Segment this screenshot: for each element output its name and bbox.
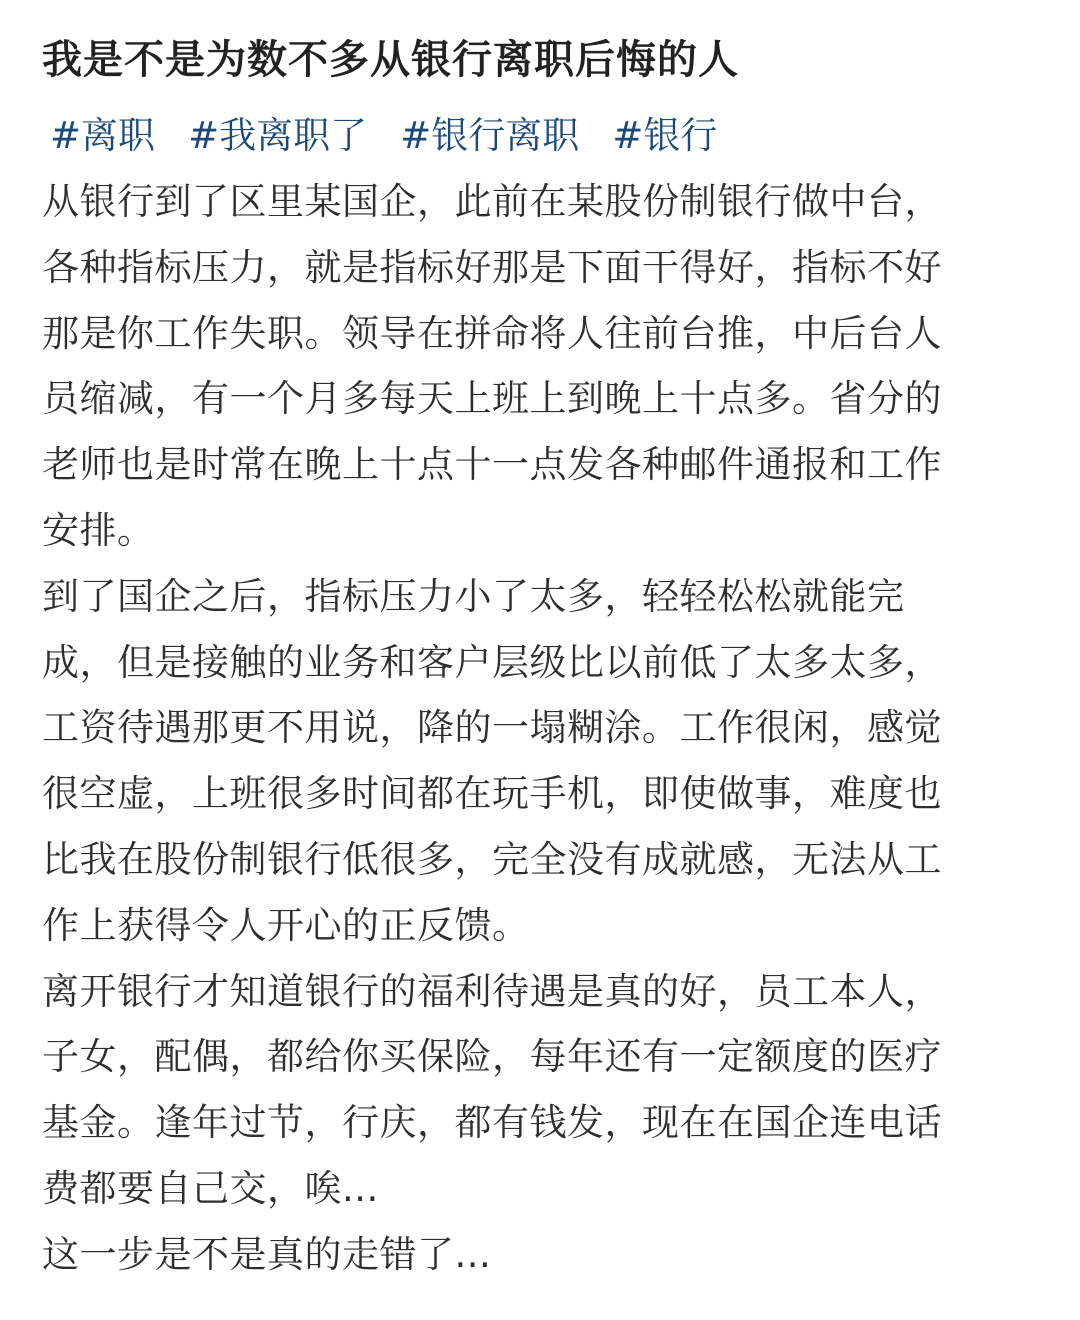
hashtag-link[interactable]: #银行离职 (400, 114, 580, 157)
hashtag-link[interactable]: #离职 (50, 114, 156, 157)
text-line: 费都要自己交，唉... (42, 1166, 379, 1210)
text-line: 从银行到了区里某国企，此前在某股份制银行做中台， (42, 180, 942, 223)
paragraph (42, 959, 1042, 1222)
text-line: 员缩减，有一个月多每天上班上到晚上十点多。省分的 (42, 377, 942, 421)
post-title: 我是不是为数不多从银行离职后悔的人 (42, 37, 739, 83)
text-line: 作上获得令人开心的正反馈。 (42, 903, 530, 947)
post-body (42, 169, 1042, 1288)
paragraph (42, 564, 1042, 959)
hashtag-link[interactable]: #银行 (612, 114, 718, 157)
hashtag-link[interactable]: #我离职了 (188, 114, 368, 157)
text-line: 比我在股份制银行低很多，完全没有成就感，无法从工 (42, 837, 942, 881)
post (42, 0, 1042, 1288)
text-line: 那是你工作失职。领导在拼命将人往前台推，中后台人 (42, 311, 942, 355)
text-line: 工资待遇那更不用说，降的一塌糊涂。工作很闲，感觉 (42, 706, 942, 750)
paragraph (42, 1222, 1042, 1288)
text-line: 离开银行才知道银行的福利待遇是真的好，员工本人， (42, 969, 942, 1013)
text-line: 很空虚，上班很多时间都在玩手机，即使做事，难度也 (42, 772, 942, 816)
text-line: 安排。 (42, 508, 155, 552)
text-line: 这一步是不是真的走错了... (42, 1232, 492, 1276)
text-line: 基金。逢年过节，行庆，都有钱发，现在在国企连电话 (42, 1101, 942, 1145)
text-line: 成，但是接触的业务和客户层级比以前低了太多太多， (42, 640, 942, 684)
text-line: 子女，配偶，都给你买保险，每年还有一定额度的医疗 (42, 1035, 942, 1079)
text-line: 老师也是时常在晚上十点十一点发各种邮件通报和工作 (42, 443, 942, 487)
text-line: 各种指标压力，就是指标好那是下面干得好，指标不好 (42, 245, 942, 289)
tag-list (42, 103, 1042, 169)
text-line: 到了国企之后，指标压力小了太多，轻轻松松就能完 (42, 574, 905, 618)
paragraph (42, 169, 1042, 564)
